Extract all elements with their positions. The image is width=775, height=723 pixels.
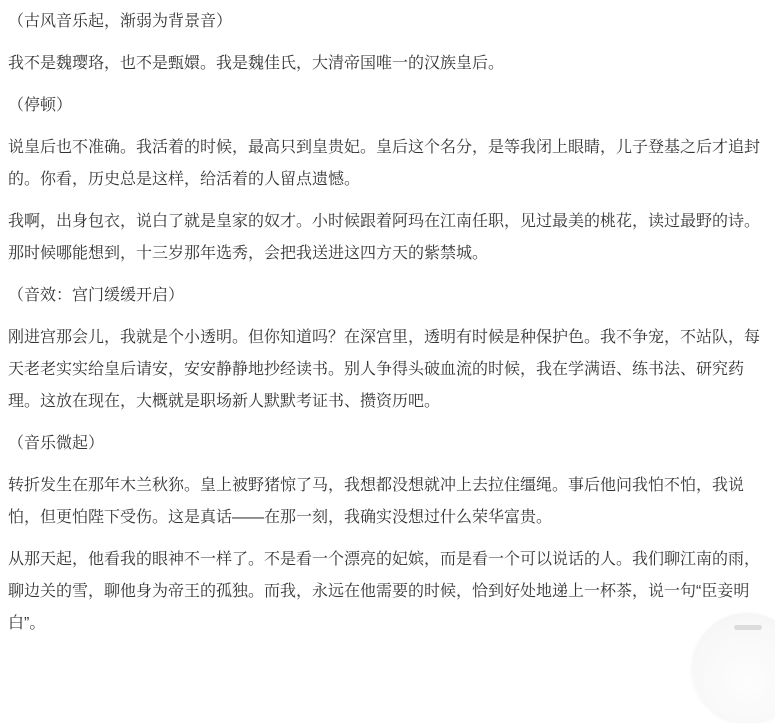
stage-direction-opening-music: （古风音乐起，渐弱为背景音） — [8, 13, 233, 30]
stage-direction-sfx-palace-gate: （音效：宫门缓缓开启） — [8, 287, 185, 304]
stage-direction-music-rise: （音乐微起） — [8, 435, 105, 452]
narration-palace-newcomer: 刚进宫那会儿，我就是个小透明。但你知道吗？在深宫里，透明有时候是种保护色。我不争宠，不站队，每天老老实实给皇后请安，安安静静地抄经读书。别人争得头破血流的时候，我在学满语、练书法、研究药理。这放在现在，大概就是职场新人默默考证书、攒资历吧。 — [8, 329, 761, 410]
narration-intro: 我不是魏璎珞，也不是甄嬛。我是魏佳氏，大清帝国唯一的汉族皇后。 — [8, 55, 505, 72]
stage-direction-pause: （停顿） — [8, 97, 73, 114]
narration-relationship: 从那天起，他看我的眼神不一样了。不是看一个漂亮的妃嫔，而是看一个可以说话的人。我们聊江南的雨，聊边关的雪，聊他身为帝王的孤独。而我，永远在他需要的时候，恰到好处地递上一杯茶，说一句“臣妾明白”。 — [8, 551, 761, 632]
narration-turning-point: 转折发生在那年木兰秋狝。皇上被野猪惊了马，我想都没想就冲上去拉住缰绳。事后他问我怕不怕，我说怕，但更怕陛下受伤。这是真话——在那一刻，我确实没想过什么荣华富贵。 — [8, 477, 745, 526]
narration-empress-title: 说皇后也不准确。我活着的时候，最高只到皇贵妃。皇后这个名分，是等我闭上眼睛，儿子登基之后才追封的。你看，历史总是这样，给活着的人留点遗憾。 — [8, 139, 761, 188]
narration-origin: 我啊，出身包衣，说白了就是皇家的奴才。小时候跟着阿玛在江南任职，见过最美的桃花，读过最野的诗。那时候哪能想到，十三岁那年选秀，会把我送进这四方天的紫禁城。 — [8, 213, 761, 262]
